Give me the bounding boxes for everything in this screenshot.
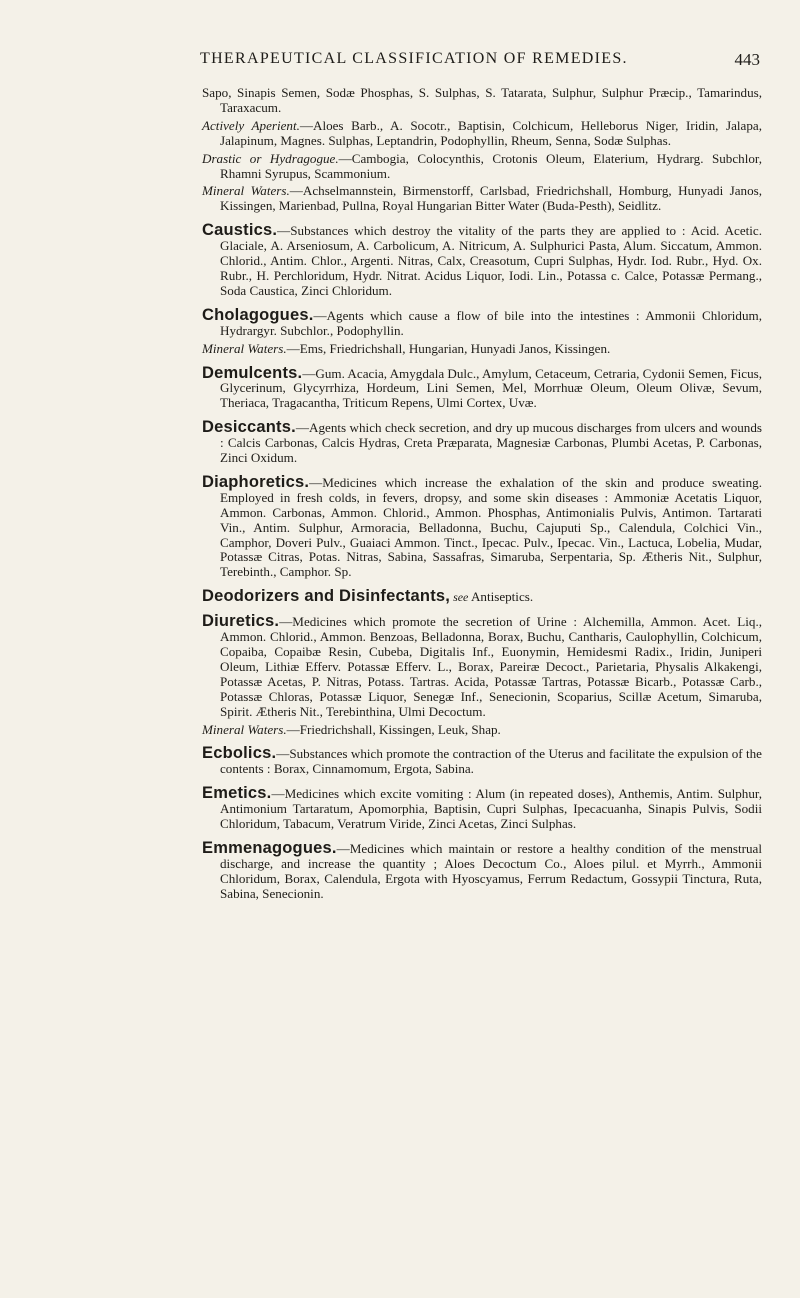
entry-caustics — [202, 223, 762, 299]
entry-term: Ecbolics. — [202, 744, 277, 763]
entry-definition: —Substances which destroy the vitality of the parts they are applied to : — [277, 223, 686, 239]
sub-entry-actively-aperient — [202, 119, 762, 149]
sub-entry-mineral-waters — [202, 342, 762, 357]
entry-term: Diaphoretics. — [202, 472, 310, 491]
sub-entry-drastic — [202, 152, 762, 182]
entry-emmenagogues — [202, 838, 762, 902]
sub-text: —Ems, Friedrichshall, Hungarian, Hunyadi Janos, Kissingen. — [286, 340, 611, 356]
sub-label: Mineral Waters. — [202, 340, 287, 356]
entry-definition: —Medicines which increase the exhalation of the skin and produce sweating. Employed in fresh colds, in fevers, dropsy, and some skin diseases : — [220, 474, 762, 505]
entry-term: Emmenagogues. — [202, 838, 337, 857]
entry-deodorizers — [202, 589, 762, 605]
sub-entry-mineral-waters — [202, 723, 762, 738]
entry-definition: Antiseptics. — [468, 589, 534, 605]
sub-label: Mineral Waters. — [202, 183, 290, 199]
sub-text: —Cambogia, Colocynthis, Crotonis Oleum, Elaterium, Hydrarg. Subchlor, Rhamni Syrupus, Scammonium. — [220, 150, 762, 181]
running-head: THERAPEUTICAL CLASSIFICATION OF REMEDIES. — [200, 50, 628, 67]
entry-items: Calcis Carbonas, Calcis Hydras, Creta Præparata, Magnesiæ Carbonas, Plumbi Acetas, P. Carbonas, Zinci Oxidum. — [220, 435, 762, 466]
entry-items: Ammoniæ Acetatis Liquor, Ammon. Carbonas, Ammon. Chlorid., Ammon. Phosphas, Antimonialis Pulvis, Antimon. Tartarati Vin., Antim. Sulphur, Armoracia, Belladonna, Buchu, Cajuputi Sp., Calendula, Colchici Vin., Camphor, Doveri Pulv., Guaiaci Ammon. Tinct., Ipecac. Pulv., Ipecac. Vin., Lactuca, Lobelia, Mudar, Potassæ Citras, Potas. Nitras, Sabina, Sassafras, Simaruba, Serpentaria, Sp. Ætheris Nit., Sulphur, Terebinth., Camphor. Sp. — [220, 489, 763, 580]
entry-diuretics — [202, 614, 762, 719]
sub-entry-mineral-waters — [202, 184, 762, 214]
entry-term: Cholagogues. — [202, 305, 314, 324]
entry-demulcents — [202, 363, 762, 412]
entry-items: Borax, Cinnamomum, Ergota, Sabina. — [270, 761, 474, 777]
continued-paragraph: Sapo, Sinapis Semen, Sodæ Phosphas, S. Sulphas, S. Tatarata, Sulphur, Sulphur Præcip., Tamarindus, Taraxacum. — [202, 85, 762, 115]
entry-diaphoretics — [202, 472, 763, 580]
entry-emetics — [202, 786, 762, 832]
page-number: 443 — [734, 50, 760, 69]
entry-definition: —Gum. Acacia, Amygdala Dulc., Amylum, Cetaceum, Cetraria, Cydonii Semen, Ficus, Glycerinum, Glycyrrhiza, Hordeum, Lini Semen, Mel, Morrhuæ Oleum, Oleum Olivæ, Sevum, Theriaca, Tragacantha, Triticum Repens, Ulmi Cortex, Uvæ. — [220, 365, 762, 411]
entry-term: Deodorizers and Disinfectants, — [202, 587, 451, 606]
entry-definition: —Medicines which promote the secretion of Urine : — [279, 614, 577, 630]
sub-label: Mineral Waters. — [202, 721, 287, 737]
sub-label: Drastic or Hydragogue. — [202, 150, 339, 166]
entry-definition: —Agents which cause a flow of bile into the intestines : — [313, 307, 640, 323]
entry-term: Caustics. — [202, 221, 278, 240]
page-content — [202, 86, 762, 911]
entry-items: Acid. Acetic. Glaciale, A. Arseniosum, A. Carbolicum, A. Nitricum, A. Sulphurici Pasta, Alum. Siccatum, Ammon. Chlorid., Antim. Chlor., Argenti. Nitras, Calx, Creasotum, Cupri Sulphas, Hydr. Iod. Rubr., Hyd. Ox. Rubr., H. Perchloridum, Hydr. Nitrat. Acidus Liquor, Iodi. Lin., Potassa c. Calce, Potassæ Permang., Soda Caustica, Zinci Chloridum. — [220, 223, 762, 298]
entry-definition: —Medicines which maintain or restore a healthy condition of the menstrual discharge, and increase the quantity ; — [220, 840, 762, 871]
entry-items: Alchemilla, Ammon. Acet. Liq., Ammon. Chlorid., Ammon. Benzoas, Belladonna, Borax, Buchu, Cantharis, Caulophyllin, Colchicum, Copaiba, Copaibæ Resin, Cubeba, Digitalis Inf., Euonymin, Hemidesmi Radix., Iridin, Juniperi Oleum, Lithiæ Efferv. Potassæ Efferv. L., Borax, Pareiræ Decoct., Parietaria, Physalis Alkakengi, Potassæ Acetas, P. Nitras, Potass. Tartras. Acida, Potassæ Tartras, Potassæ Bicarb., Potassæ Carb., Potassæ Chloras, Potassæ Liquor, Senegæ Inf., Senecionin, Scoparius, Scillæ Acetum, Simaruba, Spirit. Ætheris Nit., Terebinthina, Ulmi Decoctum. — [220, 614, 762, 719]
entry-term: Emetics. — [202, 784, 272, 803]
entry-term: Desiccants. — [202, 418, 296, 437]
sub-text: —Friedrichshall, Kissingen, Leuk, Shap. — [286, 721, 501, 737]
entry-items: Aloes Decoctum Co., Aloes pilul. et Myrrh., Ammonii Chloridum, Borax, Calendula, Ergota with Hyoscyamus, Ferrum Redactum, Gossypii Tinctura, Ruta, Sabina, Senecionin. — [220, 855, 762, 901]
sub-text: —Achselmannstein, Birmenstorff, Carlsbad, Friedrichshall, Homburg, Hunyadi Janos, Kissingen, Marienbad, Pullna, Royal Hungarian Bitter Water (Buda-Pesth), Seidlitz. — [220, 183, 763, 214]
see-reference: see — [450, 590, 469, 605]
entry-definition: —Substances which promote the contraction of the Uterus and facilitate the expulsion of the contents : — [220, 746, 762, 777]
entry-items: Alum (in repeated doses), Anthemis, Antim. Sulphur, Antimonium Tartaratum, Apomorphia, Baptisin, Cupri Sulphas, Ipecacuanha, Sinapis Pulvis, Sodii Chloridum, Tabacum, Veratrum Viride, Zinci Acetas, Zinci Sulphas. — [220, 786, 762, 832]
entry-ecbolics — [202, 746, 762, 777]
entry-cholagogues — [202, 305, 762, 339]
entry-items: Ammonii Chloridum, Hydrargyr. Subchlor., Podophyllin. — [220, 307, 762, 338]
entry-term: Demulcents. — [202, 363, 303, 382]
entry-definition: —Medicines which excite vomiting : — [271, 786, 472, 802]
page-header — [200, 50, 760, 74]
entry-desiccants — [202, 420, 762, 466]
entry-term: Diuretics. — [202, 612, 280, 631]
sub-text: —Aloes Barb., A. Socotr., Baptisin, Colchicum, Helleborus Niger, Iridin, Jalapa, Jalapinum, Magnes. Sulphas, Leptandrin, Podophyllin, Rheum, Senna, Sodæ Sulphas. — [220, 117, 762, 148]
entry-definition: —Agents which check secretion, and dry up mucous discharges from ulcers and wounds : — [220, 420, 762, 451]
sub-label: Actively Aperient. — [202, 117, 300, 133]
